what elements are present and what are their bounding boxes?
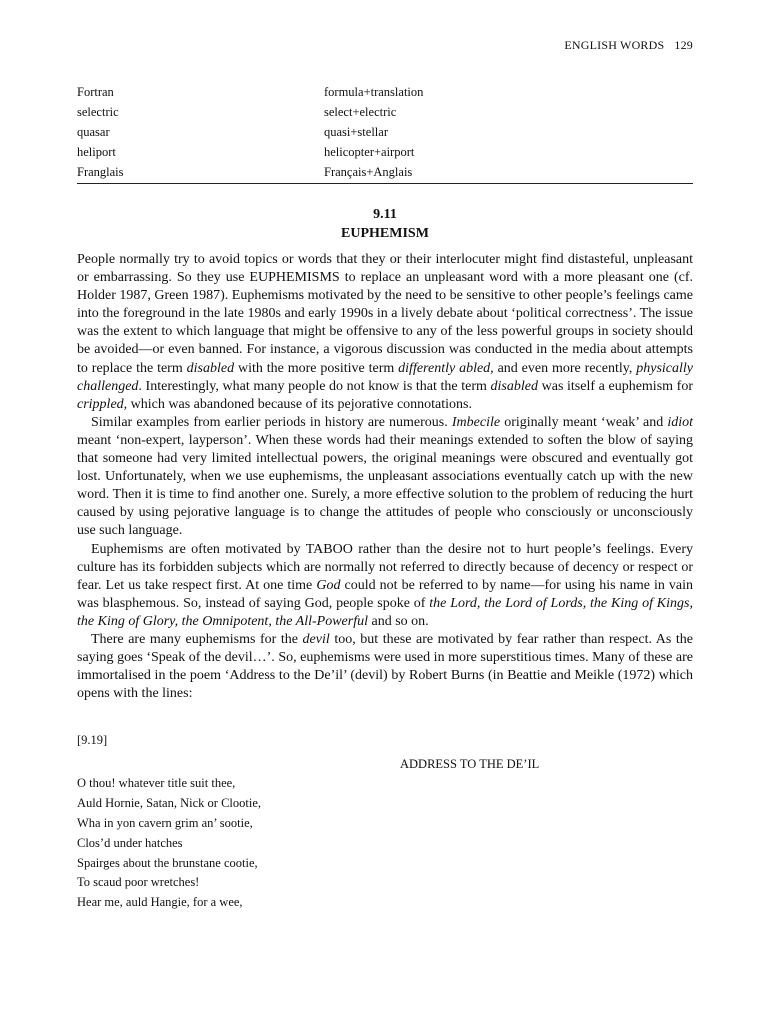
text-run: with the more positive term [234,360,399,376]
blend-row [77,102,693,122]
poem-line: Spairges about the brunstane cootie, [77,855,258,870]
poem-line: Hear me, auld Hangie, for a wee, [77,895,243,910]
blend-row [77,122,693,142]
text-run: which was abandoned because of its pejorative connotations. [127,396,472,412]
text-run: There are many euphemisms for the [91,631,303,647]
poem-line: Wha in yon cavern grim an’ sootie, [77,815,253,830]
poem [77,774,261,913]
running-head-title: ENGLISH WORDS [564,38,665,52]
italic-run: disabled [490,378,538,394]
italic-run: the Lord, the Lord of Lords, the King of Kings, the King of Glory, the Omnipotent, the All-Powerful [77,595,693,629]
blend-row [77,82,693,102]
page-number: 129 [674,38,693,52]
body-paragraph [77,251,693,414]
poem-line: To scaud poor wretches! [77,875,200,890]
text-run: too, but these are motivated by fear rather than respect. As the saying goes ‘Speak of the devil…’. So, euphemisms were used in more superstitious times. Many of these are immortalised in the poem ‘Address to the De’il’ (devil) by Robert Burns (in Beattie and Meikle (1972) which opens with the lines: [77,631,693,702]
body-paragraph [77,414,693,541]
blend-word: Franglais [77,165,124,179]
italic-run: physically challenged [77,360,693,394]
blends-list [77,82,693,184]
text-run: could not be referred to by name—for using his name in vain was blasphemous. So, instead of saying God, people spoke of [77,577,694,611]
text-run: Similar examples from earlier periods in history are numerous. [91,414,452,430]
section-number: 9.11 [373,207,397,222]
blend-word: heliport [77,145,116,159]
blend-source: quasi+stellar [324,125,388,139]
blend-word: selectric [77,105,119,119]
italic-run: Imbecile [451,414,501,430]
running-head [564,38,693,53]
body-paragraph [77,541,693,631]
text-run: meant ‘non-expert, layperson’. When these words had their meanings extended to soften the blow of saying that someone had very limited intellectual powers, the original meanings were obscured and eventually got lost. Unfortunately, when we use euphemisms, the unpleasant associations eventually catch up with the new word. Then it is time to find another one. Surely, a more effective solution to the problem of reducing the hurt caused by using pejorative language is to change the attitudes of people who consciously or unconsciously use such language. [77,432,693,539]
blend-word: Fortran [77,85,114,99]
text-run: Euphemisms are often motivated by TABOO rather than the desire not to hurt people’s feelings. Every culture has its forbidden subjects which are normally not referred to directly because of decency or respect or fear. Let us take respect first. At one time [77,541,693,593]
poem-line: O thou! whatever title suit thee, [77,776,236,790]
poem-title: ADDRESS TO THE DE’IL [400,757,540,771]
example-number: [9.19] [77,733,108,747]
italic-run: idiot [667,414,693,430]
blend-row [77,162,693,182]
text-run: and so on. [368,613,429,629]
body-paragraph [77,631,693,703]
text-run: originally meant ‘weak’ and [500,414,668,430]
italic-run: God [316,577,341,593]
blend-word: quasar [77,125,110,139]
blend-source: select+electric [324,105,397,119]
blend-source: Français+Anglais [324,165,413,179]
body-text [77,251,693,703]
blend-source: helicopter+airport [324,145,415,159]
text-run: People normally try to avoid topics or words that they or their interlocuter might find distasteful, unpleasant or embarrassing. So they use EUPHEMISMS to replace an unpleasant word with a more pleasant one (cf. Holder 1987, Green 1987). Euphemisms motivated by the need to be sensitive to other people’s feelings came into the foreground in the late 1980s and early 1990s in a lively debate about ‘political correctness’. The issue was the extent to which language that might be offensive to any of the less powerful groups in society should be avoided—or even banned. For instance, a vigorous discussion was conducted in the media about attempts to replace the term [77,252,693,376]
italic-run: devil [302,631,330,647]
text-run: was itself a euphemism for [538,378,693,394]
poem-line: Clos’d under hatches [77,835,183,850]
text-run: and even more recently, [493,360,637,376]
text-run: . Interestingly, what many people do not know is that the term [138,378,491,394]
section-heading [77,205,693,243]
italic-run: disabled [186,360,235,376]
italic-run: crippled, [77,396,128,412]
italic-run: differently abled, [398,360,494,376]
blend-row [77,142,693,162]
section-title: EUPHEMISM [341,226,429,241]
poem-line: Auld Hornie, Satan, Nick or Clootie, [77,795,261,810]
blend-source: formula+translation [324,85,424,99]
